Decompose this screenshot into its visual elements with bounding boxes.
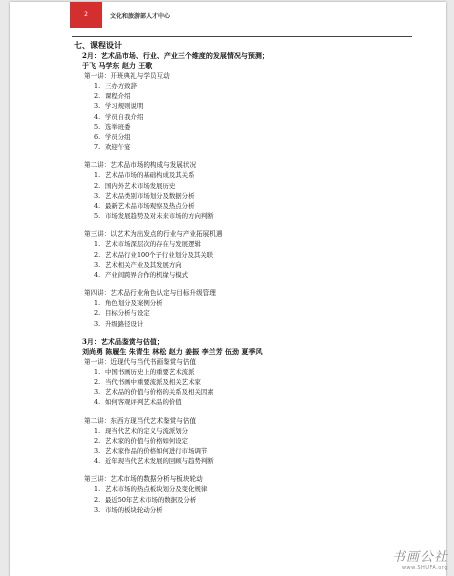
list-item: 3. 艺术品的价值与价格的关系及相关因素 <box>94 388 214 397</box>
list-item: 1. 艺术市场的热点板块划分及变化规律 <box>94 485 208 494</box>
list-item: 3. 升级路径设计 <box>94 319 144 328</box>
list-item: 2. 艺术家的价值与价格如何设定 <box>94 436 189 445</box>
list-item: 3. 艺术品类别市场划分及数据分析 <box>94 191 195 200</box>
lecture-title: 第四讲：艺术品行业角色认定与目标升级管理 <box>84 289 216 298</box>
lecture-item-list <box>74 298 414 329</box>
list-item: 6. 学员分组 <box>94 133 131 142</box>
lecture-title: 第一讲：开班典礼与学员互动 <box>84 72 170 80</box>
list-item: 7. 欢迎午宴 <box>94 143 131 152</box>
list-item: 5. 选举班委 <box>94 122 131 131</box>
list-item: 3. 艺术相关产业及其发展方向 <box>94 260 182 269</box>
instructor-list-february: 于飞 马学东 赵力 王歌 <box>82 61 153 70</box>
list-item: 2. 最近50年艺术市场的数据及分析 <box>94 495 197 504</box>
watermark-logo-text: 书画公社 <box>391 550 448 565</box>
subsection-title-march: 3月：艺术品鉴赏与估值； <box>82 336 164 346</box>
list-item: 4. 产业间跨界合作的机缘与模式 <box>94 271 189 280</box>
document-content <box>74 40 414 515</box>
list-item: 2. 艺术品行业100个子行业划分及其关联 <box>94 250 214 259</box>
list-item: 1. 中国书画历史上的重要艺术流派 <box>94 367 195 376</box>
lecture-item-list <box>74 81 414 152</box>
document-page <box>10 2 446 576</box>
lecture-title: 第三讲：以艺术为出发点的行业与产业拓展机遇 <box>84 230 223 239</box>
list-item: 1. 三办方致辞 <box>94 82 137 90</box>
list-item: 1. 现当代艺术的定义与流派划分 <box>94 426 189 435</box>
page-number-badge: 2 <box>70 2 102 28</box>
list-item: 2. 当代书画中重要流派及相关艺术家 <box>94 378 201 387</box>
list-item: 4. 最新艺术品市场观察及热点分析 <box>94 202 195 211</box>
instructor-list-march: 刘尚勇 陈履生 朱青生 林松 赵力 姜振 李兰芳 伍劲 夏季风 <box>82 346 263 356</box>
lecture-title: 第二讲：艺术品市场的构成与发展状况 <box>84 161 197 170</box>
lecture-item-list <box>74 170 414 221</box>
list-item: 3. 学习规则说明 <box>94 102 144 111</box>
header-divider <box>72 36 412 37</box>
lecture-item-list <box>74 367 414 408</box>
list-item: 5. 市场发展趋势及对未来市场的方向判断 <box>94 212 214 221</box>
lecture-title: 第二讲：东西方现当代艺术鉴赏与估值 <box>84 416 197 425</box>
lecture-item-list <box>74 484 414 515</box>
subsection-title-february: 2月：艺术品市场、行业、产业三个维度的发展情况与预测； <box>82 51 269 60</box>
watermark-url: www.SHUFA.org <box>401 565 448 571</box>
list-item: 4. 如何客观评判艺术品的价值 <box>94 398 182 407</box>
lecture-title: 第三讲：艺术市场的数据分析与板块轮动 <box>84 475 203 484</box>
list-item: 4. 近年现当代艺术发展的回顾与趋势判断 <box>94 457 214 466</box>
lecture-item-list <box>74 239 414 280</box>
site-watermark <box>362 550 448 574</box>
list-item: 1. 角色划分及案例分析 <box>94 299 163 308</box>
list-item: 3. 市场的板块轮动分析 <box>94 505 163 514</box>
list-item: 2. 课程介绍 <box>94 92 131 101</box>
header-organization-title: 文化和旅游部人才中心 <box>110 13 171 20</box>
lecture-title: 第一讲：近现代与当代书画鉴赏与估值 <box>84 357 197 366</box>
list-item: 3. 艺术家作品的价格如何进行市场调节 <box>94 447 208 456</box>
list-item: 1. 艺术市场深层次的存在与发展逻辑 <box>94 240 201 249</box>
list-item: 4. 学员自我介绍 <box>94 112 144 121</box>
list-item: 2. 目标分析与设定 <box>94 309 150 318</box>
section-title: 七、课程设计 <box>74 40 122 50</box>
list-item: 2. 国内外艺术市场发展历史 <box>94 181 176 190</box>
lecture-item-list <box>74 426 414 467</box>
list-item: 1. 艺术品市场的基础构成及其关系 <box>94 171 195 180</box>
